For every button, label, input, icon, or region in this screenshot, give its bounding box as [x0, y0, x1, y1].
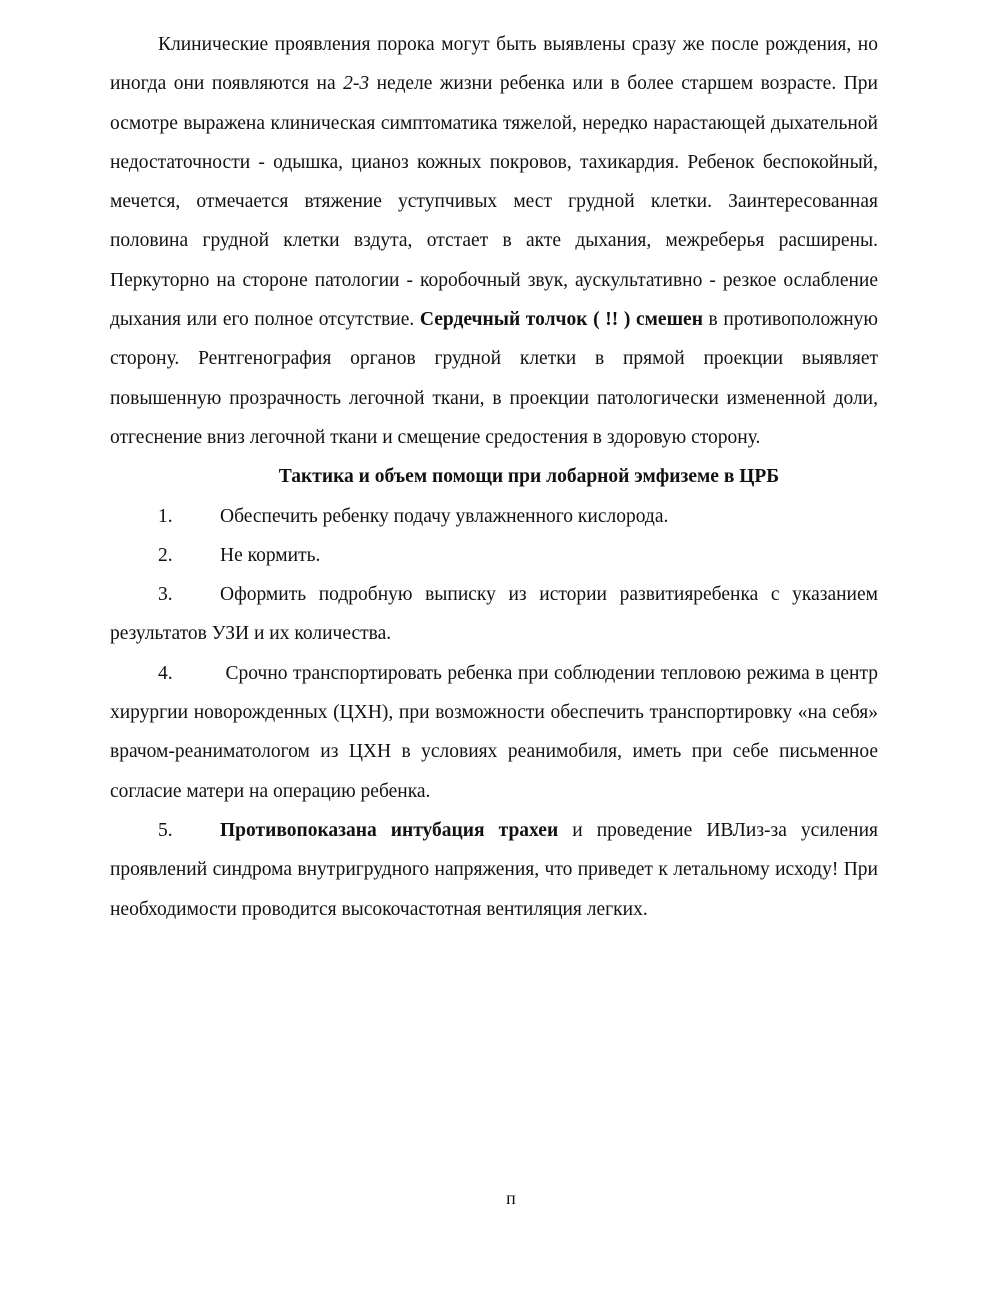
list-item-text: Оформить подробную выписку из истории развитияребенка с указанием результатов УЗИ и их количества. — [110, 584, 878, 645]
list-item — [110, 536, 878, 575]
list-item-text: Не кормить. — [220, 544, 321, 566]
italic-period: 2-3 — [343, 73, 370, 95]
list-number: 1. — [158, 505, 173, 527]
list-item — [110, 811, 878, 929]
paragraph-text: Клинические проявления порока могут быть выявлены сразу же после рождения, но иногда они появляются на — [110, 34, 878, 95]
list-item-text: и проведение ИВЛиз-за усиления проявлений синдрома внутригрудного напряжения, что приведет к летальному исходу! При необходимости проводится высокочастотная вентиляция легких. — [110, 819, 879, 920]
list-item — [110, 654, 878, 811]
list-number: 5. — [158, 819, 173, 841]
bold-phrase: Противопоказана интубация трахеи — [220, 819, 559, 841]
list-number: 2. — [158, 544, 173, 566]
list-item-text: Обеспечить ребенку подачу увлажненного кислорода. — [220, 505, 669, 527]
bold-phrase: Сердечный толчок ( !! ) смешен — [419, 309, 703, 331]
document-page — [110, 25, 878, 929]
paragraph-text: неделе жизни ребенка или в более старшем возрасте. При осмотре выражена клиническая симптоматика тяжелой, нередко нарастающей дыхательной недостаточности - одышка, цианоз кожных покровов, тахикардия. Ребенок беспокойный, мечется, отмечается втяжение уступчивых мест грудной клетки. Заинтересованная половина грудной клетки вздута, отстает в акте дыхания, межреберья расширены. Перкуторно на стороне патологии - коробочный звук, аускультативно - резкое ослабление дыхания или его полное отсутствие. — [110, 73, 878, 331]
list-item-text: Срочно транспортировать ребенка при соблюдении тепловою режима в центр хирургии новорожденных (ЦХН), при возможности обеспечить транспортировку «на себя» врачом-реаниматологом из ЦХН в условиях реанимобиля, иметь при себе письменное согласие матери на операцию ребенка. — [110, 662, 878, 802]
section-heading: Тактика и объем помощи при лобарной эмфиземе в ЦРБ — [278, 466, 780, 488]
page-number: п — [506, 1188, 516, 1208]
clinical-manifestations-paragraph — [110, 25, 878, 457]
list-item — [110, 497, 878, 536]
list-number: 4. — [158, 662, 173, 684]
list-number: 3. — [158, 584, 173, 606]
paragraph-text: в противоположную сторону. Рентгенография органов грудной клетки в прямой проекции выявляет повышенную прозрачность легочной ткани, в проекции патологически измененной доли, отгеснение вниз легочной ткани и смещение средостения в здоровую сторону. — [110, 309, 878, 448]
list-item — [110, 575, 878, 654]
